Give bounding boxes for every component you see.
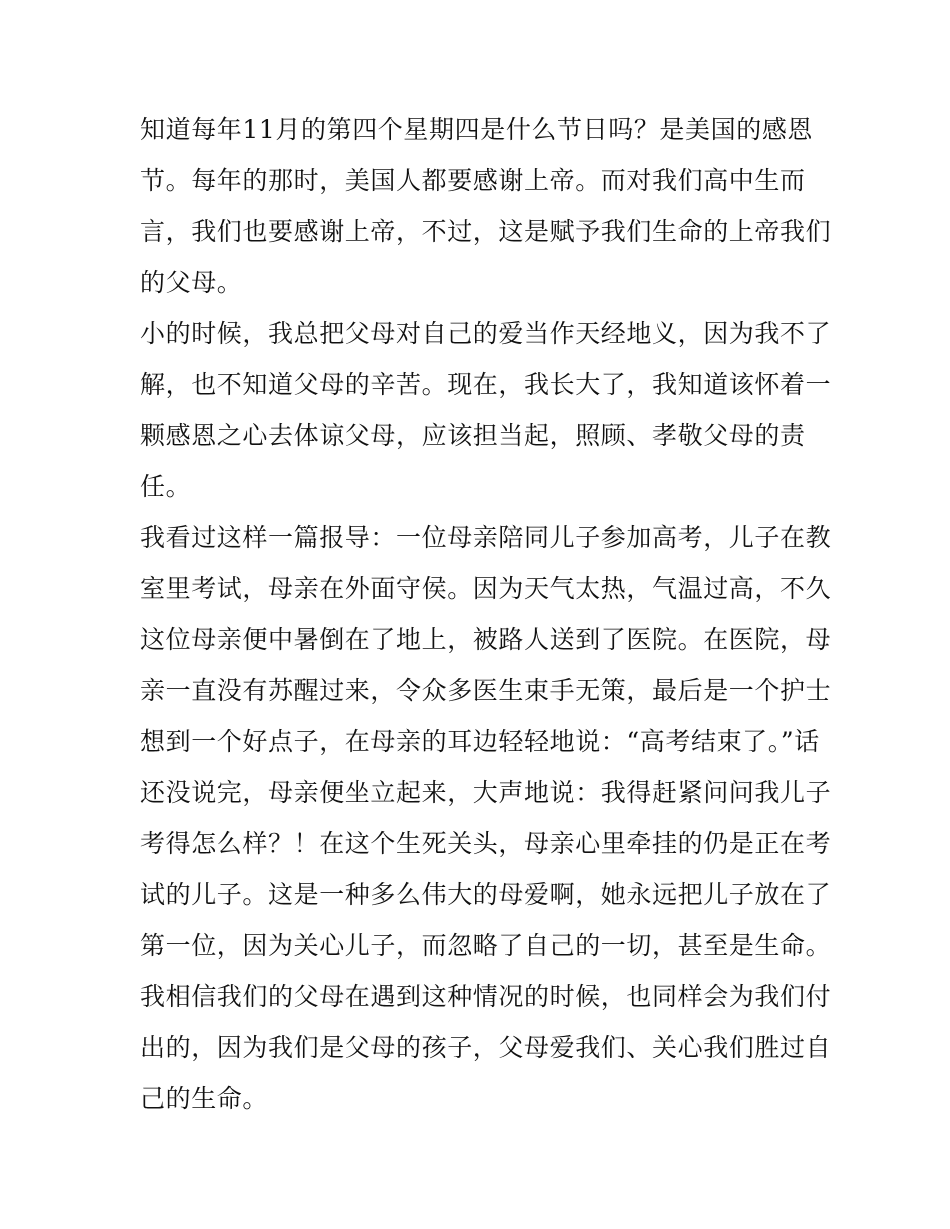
text-line: 小的时候，我总把父母对自己的爱当作天经地义，因为我不了 [140,319,832,348]
text-line: 还没说完，母亲便坐立起来，大声地说：我得赶紧问问我儿子 [140,778,832,807]
text-line: 第一位，因为关心儿子，而忽略了自己的一切，甚至是生命。 [140,931,832,960]
text-line: 亲一直没有苏醒过来，令众多医生束手无策，最后是一个护士 [140,676,832,705]
text-line: 考得怎么样？！在这个生死关头，母亲心里牵挂的仍是正在考 [140,829,832,858]
document-body [140,104,832,1124]
text-line: 解，也不知道父母的辛苦。现在，我长大了，我知道该怀着一 [140,370,832,399]
text-line: 这位母亲便中暑倒在了地上，被路人送到了医院。在医院，母 [140,625,832,654]
text-line: 我相信我们的父母在遇到这种情况的时候，也同样会为我们付 [140,982,832,1011]
text-line: 我看过这样一篇报导：一位母亲陪同儿子参加高考，儿子在教 [140,523,832,552]
text-line: 试的儿子。这是一种多么伟大的母爱啊，她永远把儿子放在了 [140,880,832,909]
text-line: 任。 [140,472,192,501]
text-line: 的父母。 [140,268,243,297]
text-line: 颗感恩之心去体谅父母，应该担当起，照顾、孝敬父母的责 [140,421,806,450]
text-line: 想到一个好点子，在母亲的耳边轻轻地说：“高考结束了。”话 [140,727,820,756]
text-line: 知道每年11月的第四个星期四是什么节日吗？是美国的感恩 [140,115,814,144]
text-line: 节。每年的那时，美国人都要感谢上帝。而对我们高中生而 [140,166,806,195]
text-line: 言，我们也要感谢上帝，不过，这是赋予我们生命的上帝我们 [140,217,832,246]
text-line: 出的，因为我们是父母的孩子，父母爱我们、关心我们胜过自 [140,1033,832,1062]
text-line: 己的生命。 [140,1084,269,1113]
text-line: 室里考试，母亲在外面守侯。因为天气太热，气温过高，不久 [140,574,832,603]
